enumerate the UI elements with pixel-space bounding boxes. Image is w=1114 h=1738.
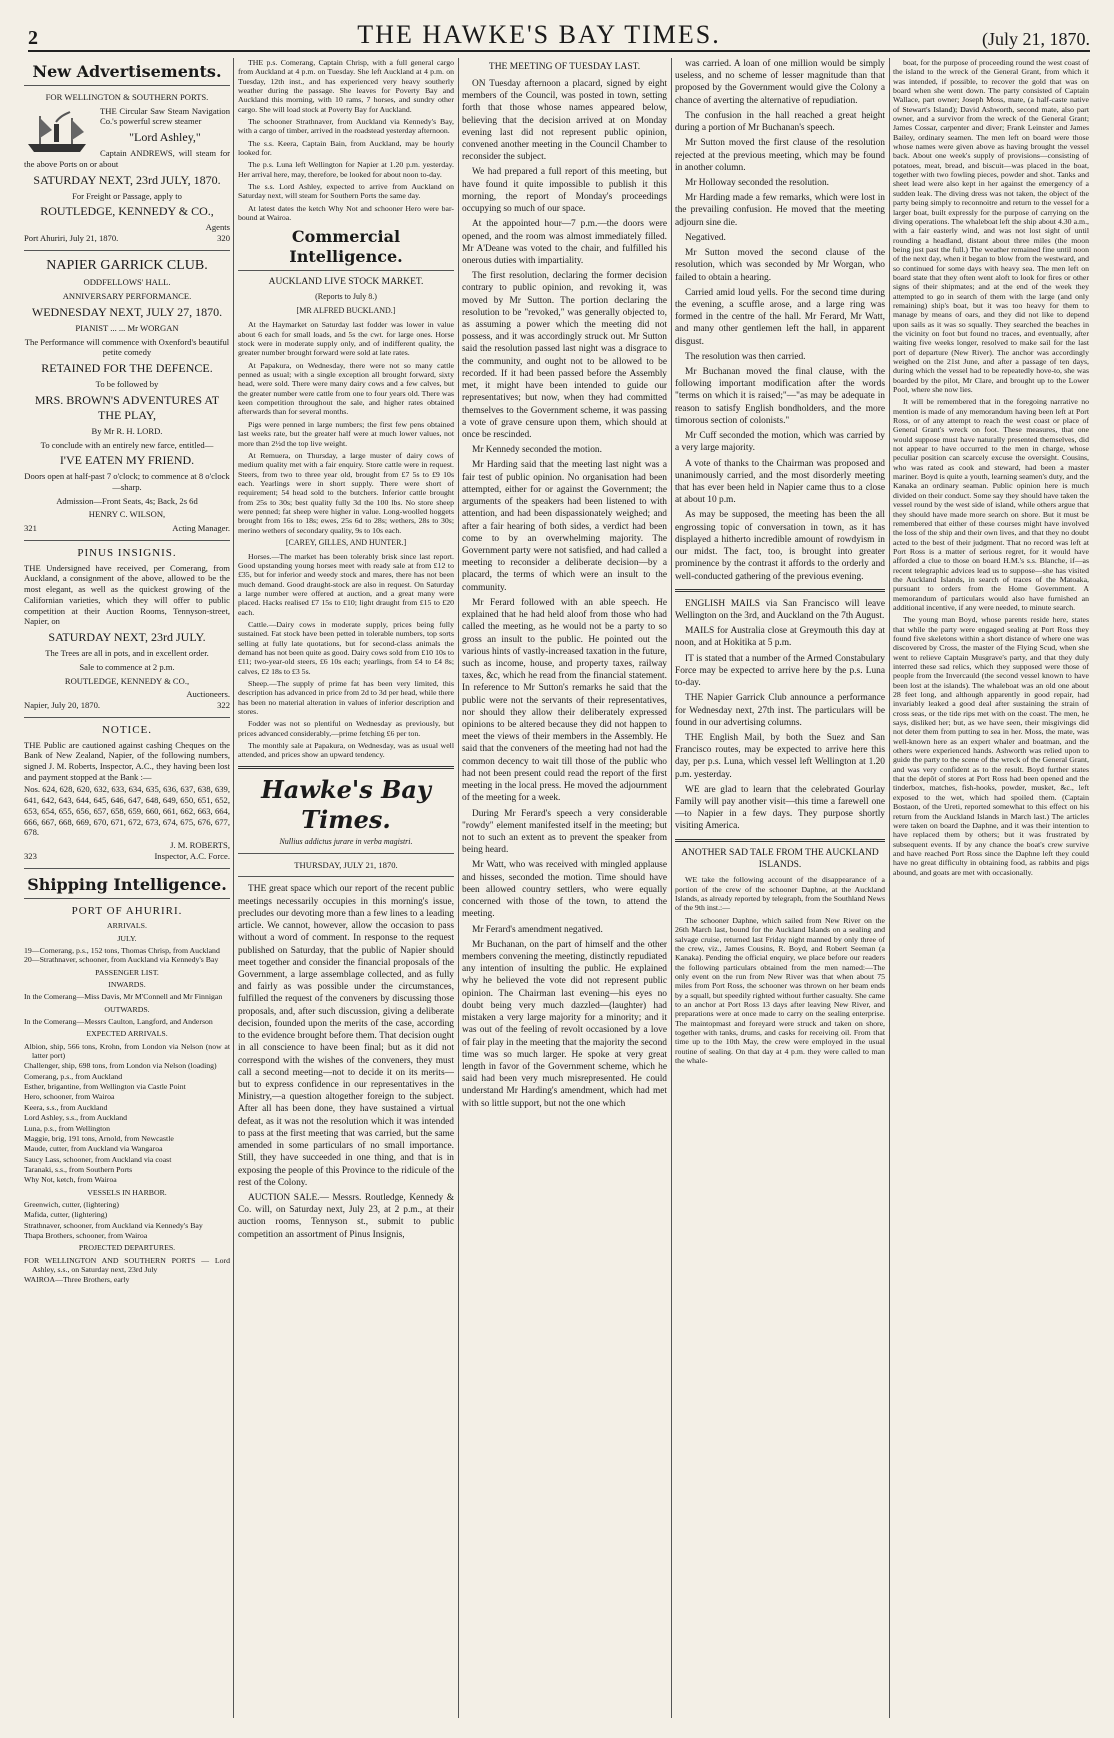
- meeting-paragraph: The resolution was then carried.: [685, 351, 806, 362]
- wellington-body: THE Circular Saw Steam Navigation Co.'s powerful screw steamer: [100, 105, 230, 127]
- meeting-paragraph: Mr Cuff seconded the motion, which was carried by a very large majority.: [675, 431, 885, 454]
- wellington-agents-role: Agents: [205, 222, 230, 233]
- sad-tale-article: [675, 875, 885, 1065]
- ship-name: "Lord Ashley,": [129, 130, 201, 145]
- meeting-paragraph: A vote of thanks to the Chairman was proposed and unanimously carried, and the most disorderly meeting that has ever been held in Napier came thus to a close at about 10 p.m.: [675, 458, 885, 506]
- shipping-list: [24, 921, 230, 1284]
- expected-item: Keera, s.s., from Auckland: [24, 1102, 108, 1112]
- garrick-by: By Mr R. H. LORD.: [91, 425, 163, 436]
- garrick-admission: Admission—Front Seats, 4s; Back, 2s 6d: [56, 495, 198, 506]
- garrick-play1: RETAINED FOR THE DEFENCE.: [41, 361, 213, 376]
- livestock-paragraph: At the Haymarket on Saturday last fodder was lower in value about 6 each for small loads, and 5s the cwt. for large ones. Horse stock were in moderate supply only, and of indifferent quality, the greater number brought forward were sold at late rates.: [238, 320, 454, 358]
- passenger-list-heading: PASSENGER LIST.: [95, 967, 159, 977]
- editorial-paragraph: THE great space which our report of the recent public meetings necessarily occupies in this morning's issue, precludes our devoting more than a few lines to a leading article. We cannot, however, allow the occasion to pass without a word of comment. In response to the request published on Saturday, that the public of Napier should meet together and consider the financial proposals of the Government, a large assemblage collected, and as fully and fairly as was possible under the circumstances, fulfilled the request of the conveners by discussing those proposals, and, after such discussion, giving a deliberate decision, founded upon the merits of the case, according to the evidence brought before them. That decision ought in all conscience to have been final; but as it did not correspond with the wishes of the conveners, they must call a second meeting—not to decide it on its merits—but to express confidence in our representatives in the Ministry,—a question altogether foreign to the subject. After all has been done, they have sustained a virtual defeat, as it was not the resolution which it was intended to pass at the first meeting that was carried, but the same amended in some particulars of no small importance. Still, they have succeeded in one thing, and that is in exposing the people of this Province to the ridicule of the rest of the Colony.: [238, 884, 454, 1188]
- meeting-paragraph: Mr Holloway seconded the resolution.: [685, 177, 829, 188]
- projected-list: [24, 1256, 230, 1285]
- wellington-body2: Captain ANDREWS, will steam for the above Ports on or about: [24, 148, 230, 169]
- sad-tale-paragraph: boat, for the purpose of proceeding round the west coast of the island to the wreck of the General Grant, from which it was intended, if possible, to recover the gold that was on board when she went down. The party consisted of Captain Wallace, part owner; Joseph Moss, mate, (a half-caste native of Stewart's Island); David Ashworth, second mate, also part owner, and a survivor from the wreck of the General Grant; James Cossar, carpenter and diver; Frank Leinster and James Bailey, ordinary seamen. The men left on board were those whose names were given above as having brought the vessel back. About one week's supply of provisions—consisting of potatoes, meat, bread, and biscuit—was placed in the boat, together with two fowling pieces, powder and shot. Tanks and sheet lead were also kept in her against the emergency of a sudden leak. The diving dress was not taken, the object of the party being simply to reconnoitre and return to the vessel for a larger boat, built expressly for the purpose of carrying on the diving operations. The whaleboat left the ship about 4.30 a.m., with a fair easterly wind, and was not lost sight of until rounding a headland, distant about three miles (the moon being just past the full.) The weather remained fine until noon of the next day, when it began to blow from the westward, and so continued for some days with heavy sea. The men left on board state that they often went aloft to look for fires or other signs of their shipmates; and at the end of the week they attempted to go in search of them with the large (and only remaining) ship's boat, but it was too heavy for them to manage by means of oars, and they did not like to depend upon sails as it was so squally. They searched the beaches in the vicinity on foot but found no traces, and eventually, after waiting five weeks longer, resolved to make sail for the last port of departure (New River). The anchor was accordingly weighed on the 21st June, and after a passage of ten days, during which the vessel had to be repeatedly hove-to, she was boarded by the pilot, Mr Clare, and brought up to the Lower Pool, where she now lies.: [893, 58, 1089, 395]
- meeting-paragraph: ON Tuesday afternoon a placard, signed by eight members of the Council, was posted in town, setting forth that those whose names appeared below, believing that the decision arrived at on Monday evening last did not represent public opinion, convened another meeting in the Council Chamber to reconsider the subject.: [462, 78, 667, 163]
- projected-item: FOR WELLINGTON AND SOUTHERN PORTS — Lord Ashley, s.s., on Saturday next, 23rd July: [24, 1255, 230, 1274]
- pinus-body: THE Undersigned have received, per Comerang, from Auckland, a consignment of the above, allowed to be the most elegant, as well as the quickest growing of the Californian varieties, which they will offer to public competition at their Auction Rooms, Tennyson-street, Napier, on: [24, 562, 230, 627]
- meeting-paragraph: As may be supposed, the meeting has been the all engrossing topic of conversation in town, as it has displayed a hitherto incredible amount of rowdyism in our midst. The fact, too, is brought into greater prominence by the contrast it affords to the orderly and well-conducted gathering of the previous evening.: [675, 510, 885, 582]
- divider: [24, 540, 230, 541]
- livestock-title: AUCKLAND LIVE STOCK MARKET.: [268, 276, 424, 287]
- news-item: WE are glad to learn that the celebrated Gourlay Family will pay another visit—this time a farewell one—to Napier in a few days. They purpose shortly visiting America.: [675, 784, 885, 832]
- pinus-pots: The Trees are all in pots, and in excellent order.: [45, 648, 209, 659]
- garrick-followed: To be followed by: [95, 379, 159, 390]
- wellington-footer-row: [24, 233, 230, 244]
- garrick-perf: ANNIVERSARY PERFORMANCE.: [62, 291, 192, 302]
- meeting-paragraph: Mr Sutton moved the first clause of the resolution rejected at the previous meeting, which may be found in another column.: [675, 138, 885, 173]
- edition-date: THURSDAY, JULY 21, 1870.: [294, 859, 398, 870]
- expected-heading: EXPECTED ARRIVALS.: [86, 1029, 168, 1039]
- wellington-advert: [24, 92, 230, 244]
- newspaper-title: THE HAWKE'S BAY TIMES.: [357, 20, 721, 49]
- masthead: [28, 22, 1090, 52]
- shipping-paragraph: At latest dates the ketch Why Not and schooner Hero were bar-bound at Wairoa.: [238, 203, 454, 223]
- divider: [675, 589, 885, 592]
- motto: Nullius addictus jurare in verba magistri.: [279, 836, 413, 846]
- steamer-icon: [24, 110, 94, 156]
- harbor-heading: VESSELS IN HARBOR.: [87, 1187, 167, 1197]
- wellington-agents: ROUTLEDGE, KENNEDY & CO.,: [40, 204, 214, 219]
- july-heading: JULY.: [117, 933, 137, 943]
- expected-item: Maggie, brig, 191 tons, Arnold, from Newcastle: [24, 1133, 174, 1143]
- expected-item: Challenger, ship, 698 tons, from London via Nelson (loading): [24, 1061, 217, 1071]
- sad-tale-title: ANOTHER SAD TALE FROM THE AUCKLAND ISLANDS.: [681, 847, 879, 870]
- expected-item: Why Not, ketch, from Wairoa: [24, 1175, 117, 1185]
- shipping-intelligence-header: Shipping Intelligence.: [24, 875, 230, 899]
- garrick-date: WEDNESDAY NEXT, JULY 27, 1870.: [31, 304, 223, 319]
- news-items: [675, 598, 885, 833]
- expected-item: Hero, schooner, from Wairoa: [24, 1092, 115, 1102]
- column-rule: [233, 58, 234, 1718]
- inwards-text: In the Comerang—Miss Davis, Mr M'Connell and Mr Finnigan: [24, 992, 223, 1002]
- meeting-paragraph: Mr Kennedy seconded the motion.: [472, 445, 602, 456]
- meeting-paragraph: The first resolution, declaring the former decision contrary to public opinion, and revoking it, was moved by Mr Sutton. The portion declaring the resolution to be "revoked," was generally objected to, as assuming a power which the meeting did not possess, and it was accordingly struck out. Mr Sutton said the resolution passed last night was a disgrace to the community, and ought not to be allowed to be recorded. If it had been passed before the Assembly met, it might have been intended to guide our representatives; but now, when they had committed themselves to the Government scheme, it was passing a vote of grave censure upon them, which should at once be rescinded.: [462, 271, 667, 440]
- news-item: THE English Mail, by both the Suez and San Francisco routes, may be expected to arrive here this day, per p.s. Luna, which vessel left Wellington at 1.20 p.m. yesterday.: [675, 732, 885, 780]
- meeting-title: THE MEETING OF TUESDAY LAST.: [488, 62, 641, 72]
- news-item: IT is stated that a number of the Armed Constabulary Force may be expected to arrive here by the p.s. Luna to-day.: [675, 653, 885, 689]
- garrick-title: NAPIER GARRICK CLUB.: [46, 257, 208, 273]
- pinus-footer-row: [24, 700, 230, 711]
- column-rule: [458, 58, 459, 1718]
- news-item: MAILS for Australia close at Greymouth this day at noon, and at Hokitika at 5 p.m.: [675, 626, 885, 649]
- notice-no: 323: [24, 850, 37, 861]
- outwards-text: In the Comerang—Messrs Caulton, Langford, and Anderson: [24, 1017, 213, 1027]
- garrick-body: The Performance will commence with Oxenford's beautiful petite comedy: [24, 336, 230, 358]
- expected-item: Albion, ship, 566 tons, Krohn, from London via Nelson (now at latter port): [24, 1041, 230, 1061]
- garrick-play3: I'VE EATEN MY FRIEND.: [59, 453, 195, 468]
- livestock-sub: (Reports to July 8.): [315, 292, 377, 302]
- meeting-paragraph: Mr Ferard's amendment negatived.: [472, 924, 603, 935]
- pinus-advert: [24, 547, 230, 711]
- shipping-paragraph: The s.s. Keera, Captain Bain, from Auckland, may be hourly looked for.: [238, 138, 454, 158]
- meeting-paragraph: We had prepared a full report of this meeting, but have found it quite impossible to publish it this morning, the report of Monday's proceedings occupying so much of our space.: [462, 167, 667, 215]
- garrick-no: 321: [24, 523, 37, 534]
- meeting-paragraph: Mr Ferard followed with an able speech. He explained that he had held aloof from those who had called the meeting, as he would not be a party to so gross an insult to the public. He pointed out the various hints of vastly-increased taxation in the future, such as income, house, and property taxes, railway taxes, &c, which he read from the financial statement. In reference to Mr Sutton's remarks he said that the public were not the servants of their representatives, nor should they allow their deliberately expressed opinions to be altered because they did not happen to meet the views of their members in the Assembly. He said that the conveners of the meeting had not had the common decency to wait till those of the public who had not been present could read the report of the first meeting in the local press. He moved the adjournment of the meeting for a week.: [462, 597, 667, 804]
- meeting-paragraph: Mr Harding said that the meeting last night was a fair test of public opinion. No organisation had been attempted, either for or against the Government; the arguments of the speakers had been listened to with attention, and had been dispassionately weighed; and after a fair hearing of both sides, a verdict had been come to by an overwhelming majority. The Government party were not satisfied, and had called a meeting to reconsider a deliberate decision—by a placard, the terms of which were an insult to the community.: [462, 460, 667, 593]
- column-3: [462, 58, 667, 1718]
- notice-numbers: Nos. 624, 628, 620, 632, 633, 634, 635, 636, 637, 638, 639, 641, 642, 643, 644, 645, 646, 647, 648, 649, 650, 651, 652, 653, 654, 655, 656, 657, 658, 659, 660, 661, 662, 663, 664, 666, 667, 668, 669, 670, 671, 672, 673, 674, 675, 676, 677, 678.: [24, 784, 230, 838]
- column-rule: [889, 58, 890, 1718]
- livestock-paragraph: At Remuera, on Thursday, a large muster of dairy cows of medium quality met with a fair enquiry. Store cattle were in request. Steers, from two to three year old, brought from £7 5s to £9 10s each. Yearlings were in short supply. There were short of requirement; 54 head sold to the butchers. Inferior cattle brought from 25s to 30s; best quality fully 3d the 100 lbs. No store sheep were penned; fat sheep were higher in value. Long-woolled hoggets brought from 16s to 18s; ewes, 25s 6d to 28s; wethers, 28s to 30s; merino wethers of secondary quality, 9s to 10s each.: [238, 450, 454, 535]
- divider: [238, 766, 454, 769]
- garrick-conclude: To conclude with an entirely new farce, entitled—: [40, 439, 214, 450]
- garrick-pianist: PIANIST ... ... Mr WORGAN: [75, 322, 179, 333]
- shipping-paragraph: The s.s. Lord Ashley, expected to arrive from Auckland on Saturday next, will steam for Southern Ports the same day.: [238, 182, 454, 201]
- pinus-no: 322: [217, 700, 230, 711]
- pinus-title: PINUS INSIGNIS.: [77, 546, 177, 559]
- livestock-paragraph: Fodder was not so plentiful on Wednesday as previously, but prices advanced considerably,—prime fetching £6 per ton.: [238, 719, 454, 738]
- meeting-paragraph: Mr Sutton moved the second clause of the resolution, which was seconded by Mr Worgan, who failed to obtain a hearing.: [675, 248, 885, 283]
- harbor-item: Greenwich, cutter, (lightering): [24, 1199, 119, 1209]
- meeting-report-continued: [675, 58, 885, 583]
- meeting-paragraph: Mr Watt, who was received with mingled applause and hisses, seconded the motion. Time should have been allowed country settlers, who were equally concerned with those of the town, to attend the meeting.: [462, 860, 667, 920]
- harbor-list: [24, 1200, 230, 1240]
- sad-tale-paragraph: It will be remembered that in the foregoing narrative no mention is made of any memorandum having been left at Port Ross, or of any attempt to reach the west coast or place of General Grant's wreck on foot. These measures, that one would suppose must have naturally presented themselves, did not appear to have occurred to the men in charge, whose peculiar position can scarcely excuse the oversight. Cousins, who was rated as cook and steward, had been a master mariner. Boyd is quite a youth, learning seamen's duty, and the Kanaka an ordinary seaman. Public opinion here is much divided on their conduct. Some say they should have taken the vessel round by the west side of island, while others argue that they should have made more search on shore. But it must be remembered that either of these courses might have involved the loss of the ship and their own lives, and that they no doubt acted to the best of their judgment. That no record was left at Port Ross is a matter of serious regret, for it would have afforded a clue to those on board H.M.'s s.s. Blanche, if—as recent telegraphic advices lead us to suppose—she has visited the Auckland Islands, in search of traces of the Matoaka, pursuant to orders from the Home Government. A memorandum of particulars would also have furnished an additional incentive, if any were needed, to minute search.: [893, 397, 1089, 612]
- arrival-item: 20—Strathnaver, schooner, from Auckland via Kennedy's Bay: [24, 955, 219, 965]
- sad-tale-continued: [893, 58, 1089, 877]
- outwards-heading: OUTWARDS.: [104, 1004, 150, 1014]
- livestock-report: [238, 320, 454, 759]
- notice-body: THE Public are cautioned against cashing Cheques on the Bank of New Zealand, Napier, of the following numbers, signed J. M. Roberts, Inspector, A.C., they having been lost and payment stopped at the Bank :—: [24, 739, 230, 782]
- livestock-paragraph: Sheep.—The supply of prime fat has been very limited, this description has advanced in price from 2d to 3d per head, while there has been no material alteration in values of inferior description and stores.: [238, 679, 454, 717]
- livestock-paragraph: The monthly sale at Papakura, on Wednesday, was as usual well attended, and prices show an upward tendency.: [238, 741, 454, 760]
- column-rule: [671, 58, 672, 1718]
- new-advertisements-header: New Advertisements.: [24, 62, 230, 86]
- arrivals-heading: ARRIVALS.: [107, 921, 147, 931]
- auction-sale-paragraph: AUCTION SALE.— Messrs. Routledge, Kennedy & Co. will, on Saturday next, July 23, at 2 p.m., at their auction rooms, Tennyson st., submit to public competition an assortment of Pinus Insignis,: [238, 1192, 454, 1240]
- news-item: ENGLISH MAILS via San Francisco will leave Wellington on the 3rd, and Auckland on the 7th August.: [675, 598, 885, 621]
- meeting-paragraph: The confusion in the hall reached a great height during a portion of Mr Buchanan's speech.: [675, 110, 885, 134]
- column-2: [238, 58, 454, 1718]
- meeting-paragraph: During Mr Ferard's speech a very considerable "rowdy" element manifested itself in the meeting; but not to such an extent as to prevent the speaker from being heard.: [462, 808, 667, 856]
- expected-item: Maude, cutter, from Auckland via Wangaroa: [24, 1144, 163, 1154]
- port-title: PORT OF AHURIRI.: [71, 904, 183, 917]
- garrick-play2: MRS. BROWN'S ADVENTURES AT THE PLAY,: [34, 392, 220, 422]
- notice-role: Inspector, A.C. Force.: [154, 850, 230, 861]
- divider: [238, 876, 454, 877]
- column-4: [675, 58, 885, 1718]
- meeting-paragraph: Mr Buchanan, on the part of himself and the other members convening the meeting, distinctly repudiated any intention of insulting the public. He explained why he believed the vote did not represent public opinion. The Chairman last evening—his eyes no doubt being very much dazzled—(laughter) had mistaken a very large majority for a minority; and it was out of the feeling of revolt occasioned by a love of fair play in the meeting that the majority the second time was so much larger. He spoke at very great length in favor of the Government scheme, which he said had been very much misrepresented. He could understand Mr Harding's amendment, which had met with so little support, but not the one which: [462, 939, 667, 1109]
- livestock-paragraph: Cattle.—Dairy cows in moderate supply, prices being fully sustained. Fat stock have been petted in tolerable numbers, top sorts selling at fully late quotations, but for second-class animals the demand has not been quite as good. Dairy cows sold from £10 10s to £11; two-year-old steers, £6 10s each; yearlings, from £4 to £4 8s; calves, £2 18s to £3 5s.: [238, 619, 454, 676]
- page-number: 2: [28, 27, 38, 49]
- sad-tale-body: The schooner Daphne, which sailed from New River on the 26th March last, bound for the Auckland Islands on a sealing and salvage cruise, returned last Friday night manned by only three of the crew, viz., James Cousins, R. Boyd, and Robert Seeman (a Kanaka). Pending the official enquiry, we place before our readers the following particulars obtained from the men named:—The only event on the run from New River was that when about 75 miles from Port Ross, the schooner was thrown on her beam ends by a squall, but speedily righted without further casualty. She came to an anchor at Port Ross 13 days after leaving New River, and preparations were at once made to carry on the sealing enterprise. The maintopmast and foreyard were struck and taken on shore, together with tanks, drums, and casks for receiving oil. From that time up to the 10th May, the crew were employed in the usual routine of sealing. On that day at 4 p.m. they were called to man the whale-: [675, 915, 885, 1065]
- meeting-paragraph: At the appointed hour—7 p.m.—the doors were opened, and the room was almost immediately filled. Mr A'Deane was voted to the chair, and fulfilled his onerous duties with impartiality.: [462, 219, 667, 266]
- meeting-paragraph: Carried amid loud yells. For the second time during the evening, a scuffle arose, and a large ring was formed in the centre of the hall. Mr Ferard, Mr Watt, and many other gentlemen left the hall, in apparent disgust.: [675, 287, 885, 347]
- wellington-date: SATURDAY NEXT, 23rd JULY, 1870.: [33, 172, 221, 187]
- livestock-reporter: [MR ALFRED BUCKLAND.]: [296, 306, 396, 316]
- pinus-role: Auctioneers.: [186, 689, 230, 700]
- garrick-footer-row: [24, 523, 230, 534]
- column-5: [893, 58, 1089, 1718]
- garrick-manager: HENRY C. WILSON,: [88, 509, 166, 520]
- shipping-continued: [238, 58, 454, 223]
- divider: [238, 853, 454, 854]
- divider: [675, 839, 885, 842]
- notice-footer-row: [24, 851, 230, 862]
- meeting-paragraph: Negatived.: [685, 232, 726, 243]
- divider: [24, 868, 230, 869]
- pinus-footer: Napier, July 20, 1870.: [24, 700, 101, 711]
- expected-item: Comerang, p.s., from Auckland: [24, 1071, 123, 1081]
- shipping-paragraph: The p.s. Luna left Wellington for Napier at 1.20 p.m. yesterday. Her arrival here, may, therefore, be looked for about noon to-day.: [238, 160, 454, 179]
- shipping-paragraph: The schooner Strathnaver, from Auckland via Kennedy's Bay, with a cargo of timber, arrived in the roadstead yesterday afternoon.: [238, 117, 454, 136]
- expected-item: Lord Ashley, s.s., from Auckland: [24, 1113, 128, 1123]
- meeting-report: [462, 78, 667, 1110]
- commercial-intelligence-header: Commercial Intelligence.: [238, 227, 454, 271]
- sad-tale-intro: WE take the following account of the disappearance of a portion of the crew of the schooner Daphne, at the Auckland Islands, as already reported by telegraph, from the Southland News of the 9th inst.:—: [675, 875, 885, 913]
- pinus-date: SATURDAY NEXT, 23rd JULY.: [48, 630, 206, 645]
- meeting-paragraph: Mr Buchanan moved the final clause, with the following important modification after the words "terms on which it is raised;"—"as may be adequate in reason to satisfy English bondholders, and the more timorous section of colonists.": [675, 367, 885, 426]
- garrick-manager-role: Acting Manager.: [172, 523, 230, 534]
- wellington-footer: Port Ahuriri, July 21, 1870.: [24, 233, 119, 244]
- notice-signed: J. M. ROBERTS,: [170, 840, 230, 851]
- garrick-doors: Doors open at half-past 7 o'clock; to commence at 8 o'clock—sharp.: [24, 471, 230, 492]
- livestock-paragraph: Pigs were penned in large numbers; the first few pens obtained last weeks rate, but the greater half were at much lower values, not more than 2½d the top live weight.: [238, 419, 454, 448]
- projected-item: WAIROA—Three Brothers, early: [24, 1275, 130, 1285]
- sad-tale-paragraph: The young man Boyd, whose parents reside here, states that while the party were engaged sealing at Port Ross they found five skeletons within a short distance of where one was discovered by Cross, the master of the Flying Scud, when she went to relieve Captain Musgrave's party, and that they duly interred these sad relics, which they supposed were those of people from the Invercauld (the second vessel known to have been lost at the islands). The whaleboat was an old one about 28 feet long, and although apparently in good repair, had invariably leaked a good deal after sustaining the strain of cross seas, or the tide rips met with on the coast. The men, he says, disliked her; but, as we have seen, their misgivings did not deter them from putting to sea in her. Moss, the mate, was well-known here as an expert whaler and boatman, and the others were experienced hands. Ashworth was relied upon to guide the party to the scene of the wreck of the General Grant, and was very confident as to the result. Boyd further states that the depôt of stores at Port Ross had been opened and the tinderbox, matches, fish-hooks, powder, musket, &c., left exposed to the wet, which had spoiled them. (Captain Bostaon, of the Ureti, reported somewhat to this effect on his return from the Auckland Islands in March last.) The articles were taken on board the Daphne, and it was their intention to have replaced them by others; but it was frustrated by subsequent events. If by any chance the boat's crew survive and have reached Port Ross since the Daphne left they could have no great difficulty in obtaining food, as rabbits and pigs abound, and goats are met with occasionally.: [893, 615, 1089, 877]
- pinus-sale: Sale to commence at 2 p.m.: [79, 661, 175, 672]
- nameplate: Hawke's Bay Times.: [261, 774, 431, 834]
- notice-advert: [24, 724, 230, 862]
- pinus-firm: ROUTLEDGE, KENNEDY & CO.,: [64, 675, 190, 686]
- expected-list: [24, 1042, 230, 1185]
- column-1: [24, 58, 230, 1718]
- expected-item: Luna, p.s., from Wellington: [24, 1123, 111, 1133]
- arrival-item: 19—Comerang, p.s., 152 tons, Thomas Chrisp, from Auckland: [24, 946, 220, 956]
- wellington-title: FOR WELLINGTON & SOUTHERN PORTS.: [45, 92, 209, 102]
- meeting-paragraph: Mr Harding made a few remarks, which were lost in the prevailing confusion. He moved that the meeting adjourn sine die.: [675, 193, 885, 228]
- expected-item: Taranaki, s.s., from Southern Ports: [24, 1164, 133, 1174]
- expected-item: Saucy Lass, schooner, from Auckland via coast: [24, 1154, 172, 1164]
- shipping-paragraph: THE p.s. Comerang, Captain Chrisp, with a full general cargo from Auckland at 4 p.m. on Tuesday. She left Auckland at 4 p.m. on Tuesday, 12th inst., and has experienced very heavy southerly weather during the passage. She leaves for Poverty Bay and Auckland this morning, with 10 rams, 7 horses, and sundry other cargo. She will load stock at Poverty Bay for Auckland.: [238, 58, 454, 114]
- issue-date: (July 21, 1870.: [982, 29, 1090, 49]
- livestock-paragraph: Horses.—The market has been tolerably brisk since last report. Good upstanding young horses meet with ready sale at from £12 to £35, but for inferior and weedy stock and mares, there has not been much demand. Good draught-stock are also in request. On Saturday a large number were offered at auction, and a great many were placed. Hacks realised £7 15s to £10; light draught from £15 to £20 each.: [238, 551, 454, 617]
- livestock-paragraph: At Papakura, on Wednesday, there were not so many cattle penned as usual; with a single exception all brought forward, sixty head, were sold. There were many dairy cows and a few calves, but the greater number were cattle from one to four years old. There was keen competition throughout the sale, and higher rates obtained afterwards than for several months.: [238, 360, 454, 417]
- harbor-item: Mafida, cutter, (lightering): [24, 1210, 108, 1220]
- wellington-footer-no: 320: [217, 233, 230, 244]
- wellington-freight: For Freight or Passage, apply to: [72, 190, 182, 201]
- projected-heading: PROJECTED DEPARTURES.: [78, 1243, 176, 1253]
- garrick-advert: [24, 257, 230, 534]
- harbor-item: Strathnaver, schooner, from Auckland via Kennedy's Bay: [24, 1220, 203, 1230]
- meeting-paragraph: was carried. A loan of one million would be simply useless, and no scheme of lesser magnitude than that proposed by the Government would give the Colony a chance of averting the alternative of repudiation.: [675, 59, 885, 106]
- harbor-item: Thapa Brothers, schooner, from Wairoa: [24, 1230, 148, 1240]
- garrick-hall: ODDFELLOWS' HALL.: [83, 277, 171, 288]
- divider: [24, 717, 230, 718]
- editorial: [238, 883, 454, 1240]
- expected-item: Esther, brigantine, from Wellington via Castle Point: [24, 1082, 186, 1092]
- divider: [24, 250, 230, 251]
- livestock-reporter-2: [CAREY, GILLES, AND HUNTER.]: [285, 537, 407, 547]
- inwards-heading: INWARDS.: [108, 980, 146, 990]
- news-item: THE Napier Garrick Club announce a performance for Wednesday next, 27th inst. The particulars will be found in our advertising columns.: [675, 693, 885, 728]
- notice-title: NOTICE.: [101, 723, 153, 736]
